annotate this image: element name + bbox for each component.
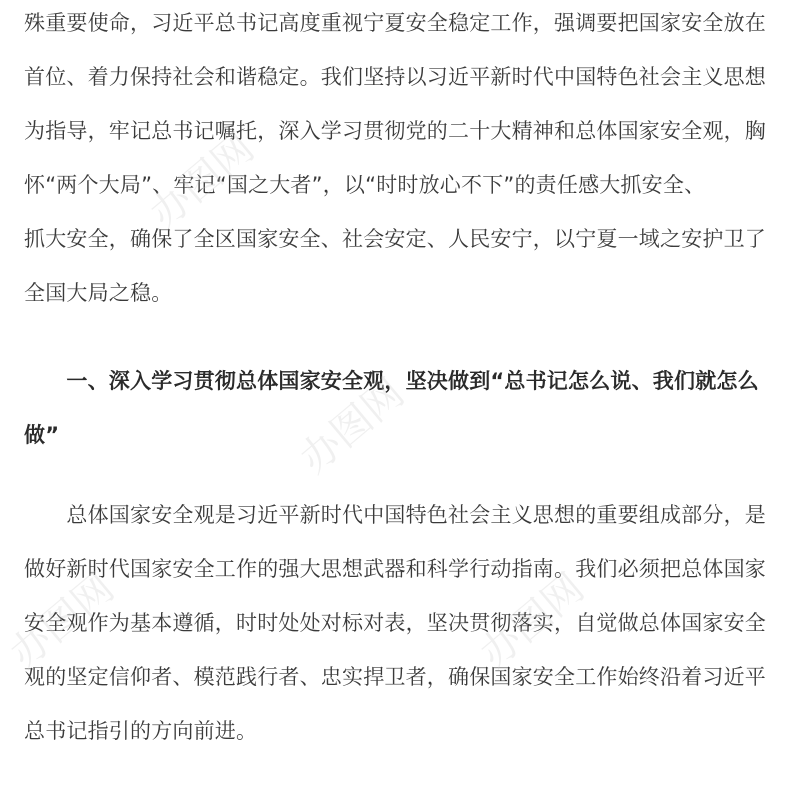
watermark: 办图网 (291, 369, 413, 483)
heading-line: 做” (24, 423, 60, 447)
paragraph-line: 总书记指引的方向前进。 (24, 719, 258, 743)
watermark: 办图网 (471, 564, 593, 678)
paragraph-line: 做好新时代国家安全工作的强大思想武器和科学行动指南。我们必须把总体国家 (24, 557, 766, 581)
paragraph-line: 总体国家安全观是习近平新时代中国特色社会主义思想的重要组成部分，是 (24, 503, 766, 527)
paragraph-line: 怀“两个大局”、牢记“国之大者”，以“时时放心不下”的责任感大抓安全、 (24, 173, 706, 197)
watermark: 办图网 (1, 564, 123, 678)
paragraph-line: 全国大局之稳。 (24, 281, 173, 305)
paragraph-line: 安全观作为基本遵循，时时处处对标对表，坚决贯彻落实，自觉做总体国家安全 (24, 611, 766, 635)
heading-line: 一、深入学习贯彻总体国家安全观，坚决做到“总书记怎么说、我们就怎么 (24, 369, 759, 393)
paragraph-line: 抓大安全，确保了全区国家安全、社会安定、人民安宁，以宁夏一域之安护卫了 (24, 227, 766, 251)
paragraph-line: 殊重要使命，习近平总书记高度重视宁夏安全稳定工作，强调要把国家安全放在 (24, 11, 766, 35)
paragraph-line: 观的坚定信仰者、模范践行者、忠实捍卫者，确保国家安全工作始终沿着习近平 (24, 665, 766, 689)
paragraph-line: 为指导，牢记总书记嘱托，深入学习贯彻党的二十大精神和总体国家安全观，胸 (24, 119, 766, 143)
paragraph-line: 首位、着力保持社会和谐稳定。我们坚持以习近平新时代中国特色社会主义思想 (24, 65, 766, 89)
watermark: 办图网 (141, 124, 263, 238)
